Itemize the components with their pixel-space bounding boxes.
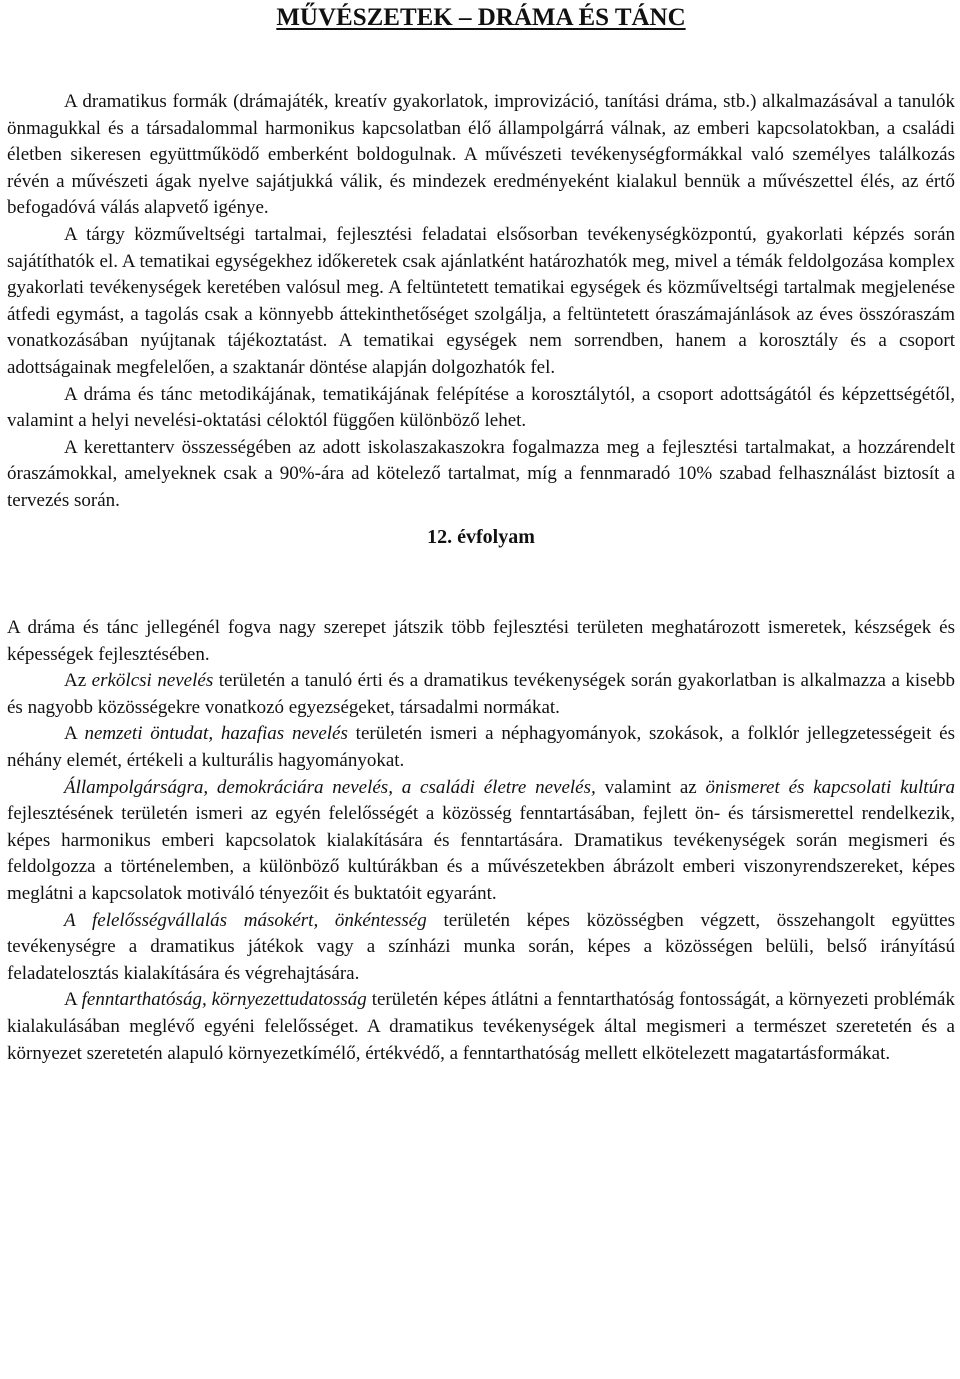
paragraph-moral-education: Az erkölcsi nevelés területén a tanuló érti és a dramatikus tevékenységek során gyakorlatban is alkalmazza a kisebb és nagyobb közösségekre vonatkozó egyezségeket, társadalmi normákat. — [7, 670, 956, 718]
intro-paragraph-2: A tárgy közműveltségi tartalmai, fejlesztési feladatai elsősorban tevékenységközpontú, gyakorlati képzés során sajátíthatók el. A tematikai egységekhez időkeretek csak ajánlatként határozhatók meg, mivel a témák feldolgozása komplex gyakorlati tevékenységek keretében valósul meg. A feltüntetett tematikai egységek és közműveltségi tartalmak megjelenése átfedi egymást, a tagolás csak a könnyebb áttekinthetőséget szolgálja, a feltüntetett óraszámajánlások az éves összóraszám vonatkozásában nyújtanak tájékoztatást. A tematikai egységek nem sorrendben, hanem a korosztály és a csoport adottságainak megfelelően, a szaktanár döntése alapján dolgozhatók fel. — [7, 223, 955, 378]
term-citizenship: Állampolgárságra, demokráciára nevelés, a családi életre nevelés, — [64, 776, 596, 798]
intro-paragraph-1: A dramatikus formák (drámajáték, kreatív gyakorlatok, improvizáció, tanítási dráma, stb.) alkalmazásával a tanulók önmagukkal és a társadalommal harmonikus kapcsolatban élő állampolgárrá válnak, az emberi kapcsolatokban, a családi életben sikeresen együttműködő emberként boldogulnak. A művészeti tevékenységformákkal való személyes találkozás révén a művészeti ágak nyelve sajátjukká válik, és mindezek eredményeként kialakul bennük a művészettel élés, az értő befogadóvá válás alapvető igénye. — [7, 91, 955, 219]
paragraph-citizenship: Állampolgárságra, demokráciára nevelés, a családi életre nevelés, valamint az önismeret és kapcsolati kultúra fejlesztésének területén ismeri az egyén felelősségét a közösség fenntartásában, fejlett ön- és társismerettel rendelkezik, képes harmonikus emberi kapcsolatok kialakítására és fenntartására. Dramatikus tevékenységek során megismeri és feldolgozza a történelemben, a különböző kultúrákban és a művészetekben ábrázolt emberi viszonyrendszereket, képes meglátni a kapcsolatok motiváló tényezőit és buktatóit egyaránt. — [7, 776, 955, 905]
section-heading: 12. évfolyam — [427, 525, 535, 548]
term-responsibility: A felelősségvállalás másokért, önkéntesség — [64, 909, 427, 931]
document-page — [7, 0, 955, 1067]
paragraph-national-identity: A nemzeti öntudat, hazafias nevelés területén ismeri a néphagyományok, szokások, a folklór jellegzetességeit és néhány elemét, értékeli a kulturális hagyományokat. — [7, 723, 955, 772]
paragraph-sustainability: A fenntarthatóság, környezettudatosság területén képes átlátni a fenntarthatóság fontosságát, a környezeti problémák kialakulásában meglévő egyéni felelősséget. A dramatikus tevékenységek által megismeri a természet szeretetén és a környezet szeretetén alapuló környezetkímélő, értékvédő, a fenntarthatóság mellett elkötelezett magatartásformákat. — [7, 989, 955, 1064]
term-moral-education: erkölcsi nevelés — [91, 670, 214, 692]
term-sustainability: fenntarthatóság, környezettudatosság — [81, 989, 367, 1011]
intro-paragraph-4: A kerettanterv összességében az adott iskolaszakaszokra fogalmazza meg a fejlesztési tartalmakat, a hozzárendelt óraszámokkal, amelyeknek csak a 90%-ára ad kötelező tartalmat, míg a fennmaradó 10% szabad felhasználást biztosít a tervezés során. — [7, 436, 955, 511]
intro-paragraph-3: A dráma és tánc metodikájának, tematikájának felépítése a korosztálytól, a csoport adottságától és képzettségétől, valamint a helyi nevelési-oktatási céloktól függően különböző lehet. — [7, 383, 955, 432]
page-title: MŰVÉSZETEK – DRÁMA ÉS TÁNC — [276, 4, 686, 31]
term-national-identity: nemzeti öntudat, hazafias nevelés — [84, 723, 348, 745]
term-self-knowledge: önismeret és kapcsolati kultúra — [705, 776, 955, 798]
section-paragraph-1: A dráma és tánc jellegénél fogva nagy szerepet játszik több fejlesztési területen meghatározott ismeretek, készségek és képességek fejlesztésében. — [7, 617, 955, 665]
paragraph-responsibility: A felelősségvállalás másokért, önkéntesség területén képes közösségben végzett, összehangolt együttes tevékenységre a dramatikus játékok vagy a színházi munka során, képes a közösségen belüli, belső irányítású feladatelosztás kialakítására és végrehajtására. — [7, 909, 955, 984]
